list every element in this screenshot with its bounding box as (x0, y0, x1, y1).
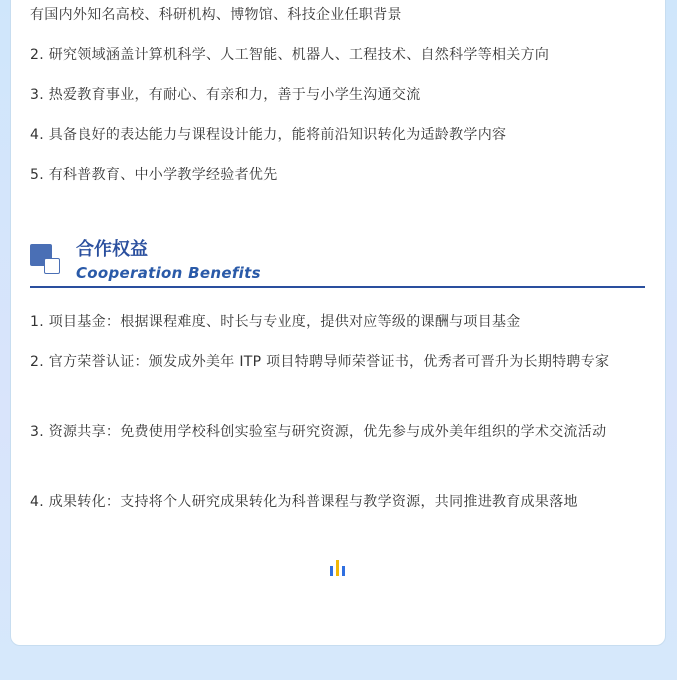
requirement-item: 2. 研究领域涵盖计算机科学、人工智能、机器人、工程技术、自然科学等相关方向 (30, 47, 550, 63)
section-divider (30, 286, 645, 288)
benefit-item: 1. 项目基金：根据课程难度、时长与专业度，提供对应等级的课酬与项目基金 (30, 314, 521, 330)
benefits-section-header (30, 235, 645, 287)
benefit-item: 3. 资源共享：免费使用学校科创实验室与研究资源，优先参与成外美年组织的学术交流活动 (30, 424, 607, 440)
section-title-en: Cooperation Benefits (76, 264, 261, 282)
requirement-item: 5. 有科普教育、中小学教学经验者优先 (30, 167, 278, 183)
section-title-cn: 合作权益 (76, 239, 148, 260)
section-squares-icon (30, 244, 62, 276)
requirement-item: 4. 具备良好的表达能力与课程设计能力，能将前沿知识转化为适龄教学内容 (30, 127, 507, 143)
requirement-item: 3. 热爱教育事业，有耐心、有亲和力，善于与小学生沟通交流 (30, 87, 421, 103)
benefit-item: 4. 成果转化：支持将个人研究成果转化为科普课程与教学资源，共同推进教育成果落地 (30, 494, 578, 510)
loading-bars-icon (330, 558, 348, 576)
benefit-item: 2. 官方荣誉认证：颁发成外美年 ITP 项目特聘导师荣誉证书，优秀者可晋升为长期特聘专家 (30, 354, 610, 370)
requirement-item: 有国内外知名高校、科研机构、博物馆、科技企业任职背景 (30, 7, 402, 23)
